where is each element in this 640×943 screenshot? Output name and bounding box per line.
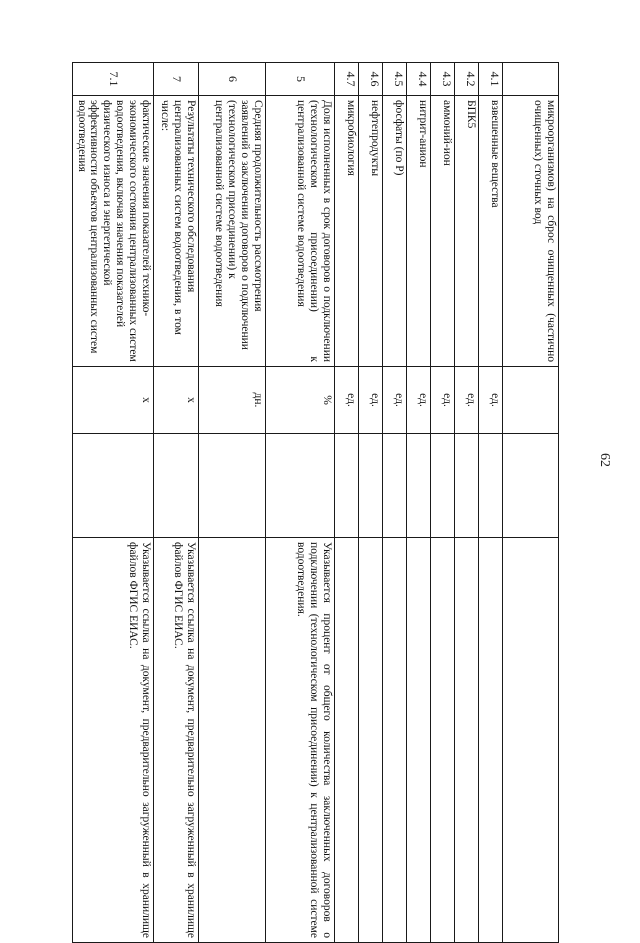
row-unit: x (154, 367, 199, 434)
row-note: Указывается процент от общего количества заключенных договоров о подключении (технологическом присоединении) к централизованной системе водоотведения. (266, 538, 335, 943)
row-name: аммоний-ион (431, 96, 455, 367)
table-row (154, 63, 199, 943)
page-number (594, 438, 614, 482)
row-number: 6 (199, 63, 266, 96)
row-note (335, 538, 359, 943)
row-value (266, 434, 335, 538)
row-value (455, 434, 479, 538)
row-number: 4.7 (335, 63, 359, 96)
row-value (431, 434, 455, 538)
row-unit (503, 367, 559, 434)
row-unit: % (266, 367, 335, 434)
row-value (479, 434, 503, 538)
indicators-table (72, 62, 559, 943)
row-value (383, 434, 407, 538)
row-number: 4.6 (359, 63, 383, 96)
row-unit: ед. (335, 367, 359, 434)
row-value (407, 434, 431, 538)
row-value (199, 434, 266, 538)
table-row (431, 63, 455, 943)
row-note (431, 538, 455, 943)
indicators-table-frame (75, 62, 559, 942)
table-row (503, 63, 559, 943)
row-note (479, 538, 503, 943)
table-row (455, 63, 479, 943)
row-note (359, 538, 383, 943)
row-number: 4.3 (431, 63, 455, 96)
row-unit: дн. (199, 367, 266, 434)
row-unit: ед. (359, 367, 383, 434)
row-unit: ед. (407, 367, 431, 434)
row-value (154, 434, 199, 538)
row-value (359, 434, 383, 538)
row-number: 4.5 (383, 63, 407, 96)
row-value (73, 434, 154, 538)
table-row (407, 63, 431, 943)
row-number (503, 63, 559, 96)
row-value (335, 434, 359, 538)
row-name: нефтепродукты (359, 96, 383, 367)
row-name: взвешенные вещества (479, 96, 503, 367)
row-number: 4.4 (407, 63, 431, 96)
row-note (503, 538, 559, 943)
row-number: 4.1 (479, 63, 503, 96)
row-value (503, 434, 559, 538)
row-name: нитрит-анион (407, 96, 431, 367)
row-name: БПК5 (455, 96, 479, 367)
row-unit: ед. (431, 367, 455, 434)
table-row (266, 63, 335, 943)
page-number-text: 62 (597, 453, 612, 467)
row-name: Доля исполненных в срок договоров о подключении (технологическом присоединении) к централизованной системе водоотведения (266, 96, 335, 367)
row-unit: ед. (383, 367, 407, 434)
row-name: Средняя продолжительность рассмотрения заявлений о заключении договоров о подключении (технологическом присоединении) к централизованной системе водоотведения (199, 96, 266, 367)
row-name: микроорганизмов) на сброс очищенных (частично очищенных) сточных вод (503, 96, 559, 367)
row-unit: ед. (479, 367, 503, 434)
row-unit: ед. (455, 367, 479, 434)
row-note (199, 538, 266, 943)
table-row (479, 63, 503, 943)
row-note: Указывается ссылка на документ, предварительно загруженный в хранилище файлов ФГИС ЕИАС. (73, 538, 154, 943)
table-row (199, 63, 266, 943)
row-note: Указывается ссылка на документ, предварительно загруженный в хранилище файлов ФГИС ЕИАС. (154, 538, 199, 943)
row-note (455, 538, 479, 943)
table-row (383, 63, 407, 943)
table-row (73, 63, 154, 943)
row-name: Результаты технического обследования централизованных систем водоотведения, в том числе: (154, 96, 199, 367)
table-row (335, 63, 359, 943)
row-number: 7 (154, 63, 199, 96)
row-unit: x (73, 367, 154, 434)
row-name: фосфаты (по Р) (383, 96, 407, 367)
row-number: 7.1 (73, 63, 154, 96)
row-note (407, 538, 431, 943)
row-name: фактические значения показателей технико-экономического состояния централизованных систем водоотведения, включая значения показателей физического износа и энергетической эффективности объектов централизованных систем водоотведения (73, 96, 154, 367)
row-note (383, 538, 407, 943)
table-row (359, 63, 383, 943)
row-name: микробиология (335, 96, 359, 367)
row-number: 4.2 (455, 63, 479, 96)
row-number: 5 (266, 63, 335, 96)
